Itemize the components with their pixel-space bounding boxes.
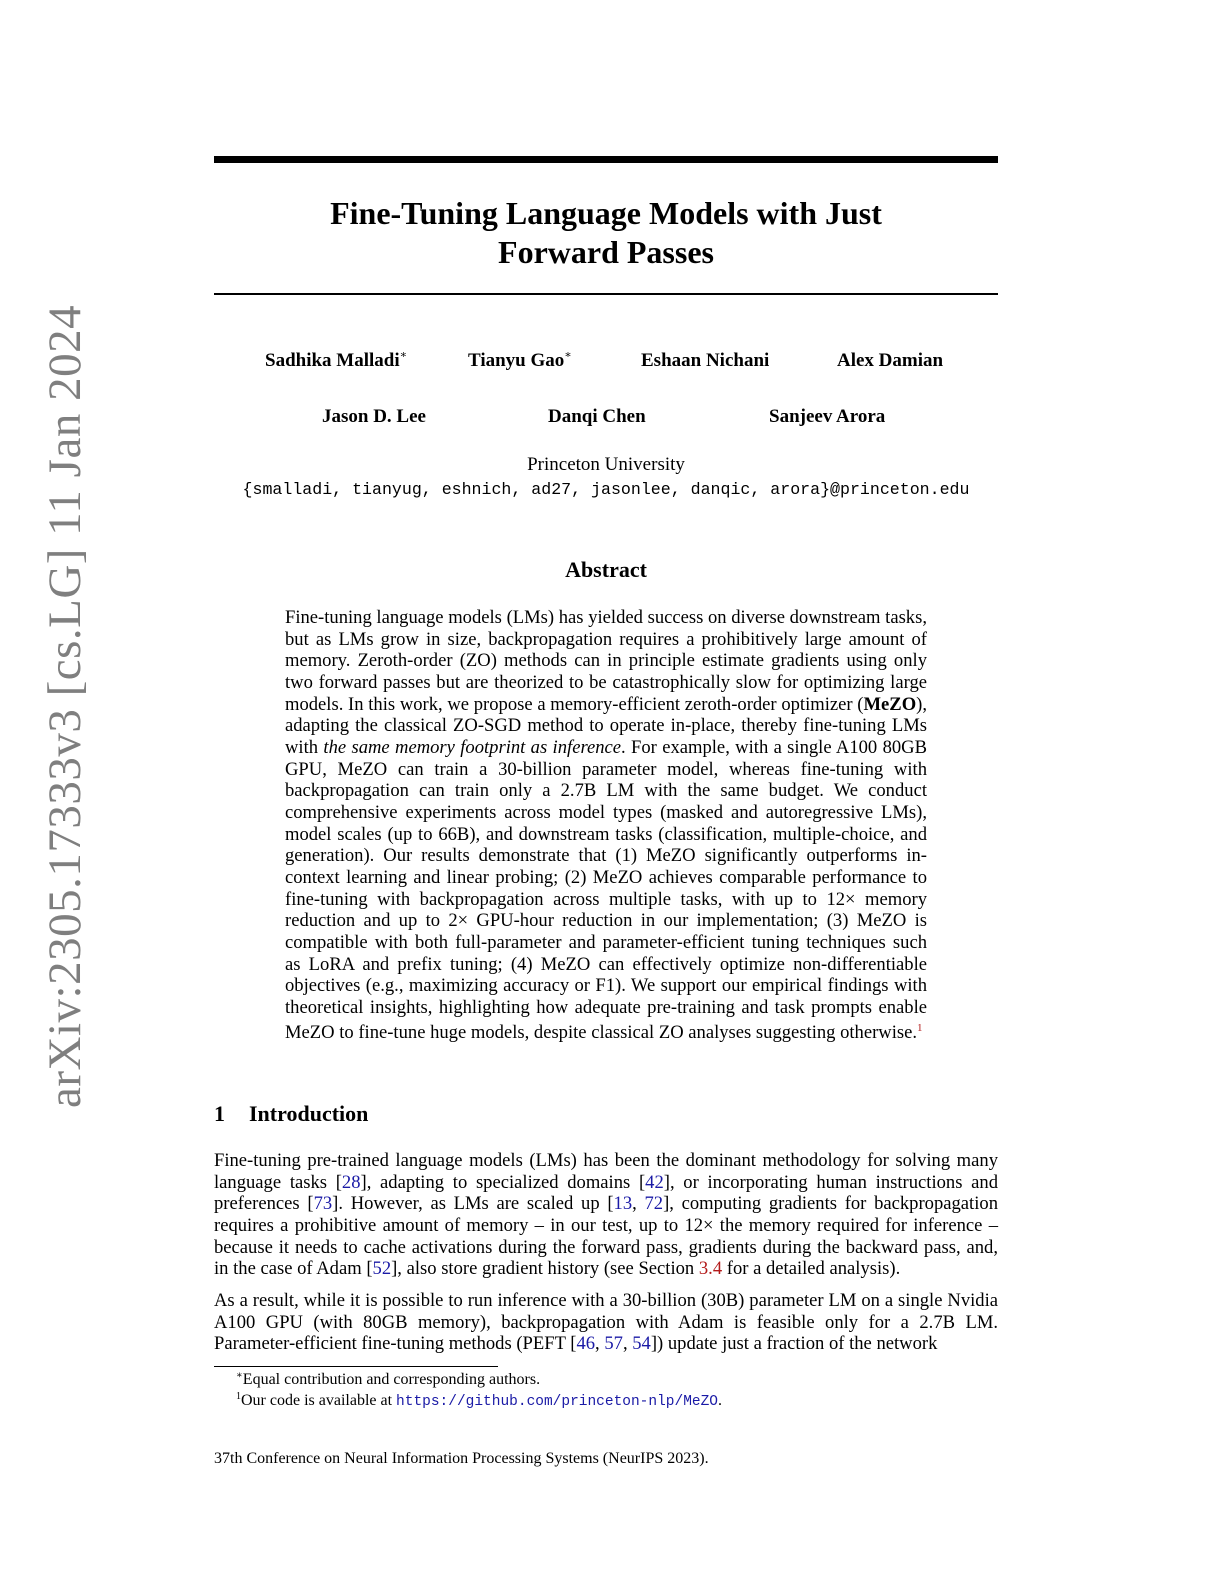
author: Jason D. Lee bbox=[322, 406, 426, 427]
footnote-1: ∗Equal contribution and corresponding authors. bbox=[236, 1370, 541, 1388]
intro-paragraph-1: Fine-tuning pre-trained language models (LMs) has been the dominant methodology for solving many language tasks [28], adapting to specialized domains [42], or incorporating human instructions and preferences [73]. However, as LMs are scaled up [13, 72], computing gradients for backpropagation requires a prohibitive amount of memory – in our test, up to 12× the memory required for inference – because it needs to cache activations during the forward pass, gradients during the backward pass, and, in the case of Adam [52], also store gradient history (see Section 3.4 for a detailed analysis). bbox=[214, 1150, 998, 1280]
citation-link[interactable]: 13 bbox=[613, 1193, 633, 1215]
author: Sadhika Malladi∗ bbox=[265, 349, 408, 371]
title-bottom-rule bbox=[214, 293, 998, 295]
top-rule bbox=[214, 156, 998, 163]
footnote-2: $^1$Our code is available at https://github.com/princeton-nlp/MeZO. bbox=[236, 1391, 722, 1410]
abstract-heading: Abstract bbox=[565, 557, 647, 582]
section-link[interactable]: 3.4 bbox=[698, 1258, 723, 1280]
citation-link[interactable]: 52 bbox=[372, 1258, 392, 1280]
author: Alex Damian bbox=[837, 350, 944, 371]
author: Tianyu Gao∗ bbox=[468, 349, 572, 371]
abstract-text: Fine-tuning language models (LMs) has yielded success on diverse downstream tasks, but as LMs grow in size, backpropagation requires a prohibitively large amount of memory. Zeroth-order (ZO) methods can in principle estimate gradients using only two forward passes but are theorized to be catastrophically slow for optimizing large models. In this work, we propose a memory-efficient zeroth-order optimizer (MeZO), adapting the classical ZO-SGD method to operate in-place, thereby fine-tuning LMs with the same memory footprint as inference. For example, with a single A100 80GB GPU, MeZO can train a 30-billion parameter model, whereas fine-tuning with backpropagation can train only a 2.7B LM with the same budget. We conduct comprehensive experiments across model types (masked and autoregressive LMs), model scales (up to 66B), and downstream tasks (classification, multiple-choice, and generation). Our results demonstrate that (1) MeZO significantly outperforms in-context learning and linear probing; (2) MeZO achieves comparable performance to fine-tuning with backpropagation across multiple tasks, with up to 12× memory reduction and up to 2× GPU-hour reduction in our implementation; (3) MeZO is compatible with both full-parameter and parameter-efficient tuning techniques such as LoRA and prefix tuning; (4) MeZO can effectively optimize non-differentiable objectives (e.g., maximizing accuracy or F1). We support our empirical findings with theoretical insights, highlighting how adequate pre-training and task prompts enable MeZO to fine-tune huge models, despite classical ZO analyses suggesting otherwise.$^1$ bbox=[285, 607, 927, 1044]
venue-note: 37th Conference on Neural Information Processing Systems (NeurIPS 2023). bbox=[214, 1450, 709, 1467]
footnote-rule bbox=[214, 1366, 498, 1367]
title-line-2: Forward Passes bbox=[498, 234, 714, 270]
code-url-link[interactable]: https://github.com/princeton-nlp/MeZO bbox=[396, 1394, 718, 1410]
author: Sanjeev Arora bbox=[769, 406, 886, 427]
intro-paragraph-2: As a result, while it is possible to run inference with a 30-billion (30B) parameter LM on a single Nvidia A100 GPU (with 80GB memory), backpropagation with Adam is feasible only for a 2.7B LM. Parameter-efficient fine-tuning methods (PEFT [46, 57, 54]) update just a fraction of the network bbox=[214, 1290, 998, 1355]
author: Eshaan Nichani bbox=[641, 350, 770, 371]
title-line-1: Fine-Tuning Language Models with Just bbox=[330, 195, 882, 231]
citation-link[interactable]: 42 bbox=[645, 1171, 664, 1193]
citation-link[interactable]: 54 bbox=[632, 1333, 651, 1355]
citation-link[interactable]: 72 bbox=[644, 1193, 664, 1215]
section-heading: 1 Introduction bbox=[214, 1101, 369, 1126]
affiliation: Princeton University bbox=[527, 454, 685, 475]
citation-link[interactable]: 57 bbox=[604, 1333, 623, 1355]
author: Danqi Chen bbox=[548, 406, 646, 427]
citation-link[interactable]: 46 bbox=[576, 1333, 596, 1355]
arxiv-side-identifier: arXiv:2305.17333v3 [cs.LG] 11 Jan 2024 bbox=[39, 304, 91, 1108]
footnote-link[interactable]: 1 bbox=[917, 1022, 923, 1035]
author-emails: {smalladi, tianyug, eshnich, ad27, jasonlee, danqic, arora}@princeton.edu bbox=[242, 480, 970, 499]
paper-title bbox=[214, 194, 998, 272]
citation-link[interactable]: 73 bbox=[313, 1193, 333, 1215]
citation-link[interactable]: 28 bbox=[341, 1171, 361, 1193]
